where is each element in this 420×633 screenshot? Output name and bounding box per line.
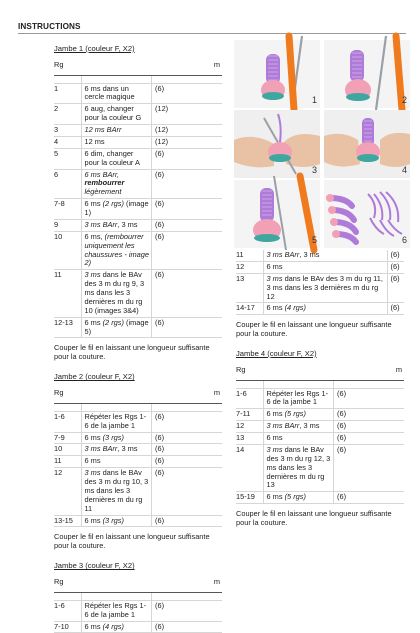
note-jambe-1: Couper le fil en laissant une longueur suffisante pour la couture. <box>54 343 210 362</box>
m-header: m <box>81 60 222 75</box>
table-row: 14 3 ms dans le BAv des 3 m du rg 12, 3 ms dans les 3 dernières m du rg 13 (6) <box>236 444 404 491</box>
table-row: 1-6 Répéter les Rgs 1-6 de la jambe 1 (6) <box>54 411 222 432</box>
section-title-jambe-4: Jambe 4 (couleur F, X2) <box>236 349 317 358</box>
rg-header: Rg <box>54 60 81 75</box>
table-row: 5 6 dim, changer pour la couleur A (6) <box>54 148 222 169</box>
table-jambe-3 <box>54 577 222 633</box>
table-row: 10 3 ms BArr, 3 ms (6) <box>54 444 222 456</box>
section-title-jambe-1: Jambe 1 (couleur F, X2) <box>54 44 135 53</box>
table-row: 1 6 ms dans un cercle magique (6) <box>54 83 222 104</box>
photo-number: 5 <box>311 235 317 246</box>
note-jambe-2: Couper le fil en laissant une longueur suffisante pour la couture. <box>54 532 210 551</box>
table-row: 6 6 ms BArr, rembourrer légèrement (6) <box>54 169 222 199</box>
table-jambe-3-continued <box>236 250 404 315</box>
table-row: 15-19 6 ms (5 rgs) (6) <box>236 492 404 504</box>
m-header: m <box>81 388 222 403</box>
table-row: 11 3 ms BArr, 3 ms (6) <box>236 250 404 261</box>
instruction-photo <box>324 110 410 178</box>
section-title-jambe-2: Jambe 2 (couleur F, X2) <box>54 372 135 382</box>
table-row: 9 3 ms BArr, 3 ms (6) <box>54 219 222 231</box>
table-row: 7-10 6 ms (4 rgs) (6) <box>54 621 222 633</box>
table-row: 12 3 ms BArr, 3 ms (6) <box>236 421 404 433</box>
photo-number: 6 <box>401 235 407 246</box>
photo-number: 3 <box>311 165 317 176</box>
table-header <box>54 60 222 75</box>
table-jambe-4 <box>236 365 404 504</box>
rg-header: Rg <box>54 388 81 403</box>
m-header: m <box>263 365 404 380</box>
photo-number: 4 <box>401 165 407 176</box>
photo-number: 1 <box>311 95 317 106</box>
section-title-jambe-3: Jambe 3 (couleur F, X2) <box>54 561 135 571</box>
note-jambe-3: Couper le fil en laissant une longueur suffisante pour la couture. <box>236 320 392 339</box>
table-row: 7-9 6 ms (3 rgs) (6) <box>54 432 222 444</box>
table-header <box>54 577 222 592</box>
table-row: 13 3 ms dans le BAv des 3 m du rg 11, 3 ms dans les 3 dernières m du rg 12 (6) <box>236 273 404 303</box>
instruction-photo <box>234 180 320 248</box>
table-row: 3 12 ms BArr (12) <box>54 125 222 137</box>
rg-header: Rg <box>54 577 81 592</box>
table-row: 14-17 6 ms (4 rgs) (6) <box>236 303 404 315</box>
table-row: 12 6 ms (6) <box>236 261 404 273</box>
table-row: 4 12 ms (12) <box>54 136 222 148</box>
instruction-photo <box>324 180 410 248</box>
table-row: 1-6 Répéter les Rgs 1-6 de la jambe 1 (6) <box>236 388 404 409</box>
table-row: 7-8 6 ms (2 rgs) (image 1) (6) <box>54 199 222 220</box>
table-header <box>54 388 222 403</box>
table-jambe-1 <box>54 60 222 338</box>
table-row: 11 3 ms dans le BAv des 3 m du rg 9, 3 ms dans les 3 dernières m du rg 10 (images 3&4) (6) <box>54 270 222 317</box>
table-row: 11 6 ms (6) <box>54 456 222 468</box>
instruction-photo <box>234 40 320 108</box>
m-header: m <box>81 577 222 592</box>
instruction-photo <box>324 40 410 108</box>
table-header <box>236 365 404 380</box>
table-row: 12-13 6 ms (2 rgs) (image 5) (6) <box>54 317 222 338</box>
instruction-photo <box>234 110 320 178</box>
table-row: 13-15 6 ms (3 rgs) (6) <box>54 515 222 527</box>
instruction-photo-grid <box>234 40 410 248</box>
table-row: 12 3 ms dans le BAv des 3 m du rg 10, 3 ms dans les 3 dernières m du rg 11 (6) <box>54 468 222 515</box>
note-jambe-4: Couper le fil en laissant une longueur suffisante pour la couture. <box>236 509 392 528</box>
left-column <box>54 44 222 633</box>
page-title: INSTRUCTIONS <box>18 22 81 31</box>
table-row: 2 6 aug, changer pour la couleur G (12) <box>54 104 222 125</box>
table-row: 1-6 Répéter les Rgs 1-6 de la jambe 1 (6) <box>54 600 222 621</box>
table-row: 10 6 ms, (rembourrer uniquement les chaussures - image 2) (6) <box>54 231 222 270</box>
header-divider <box>18 33 406 34</box>
rg-header: Rg <box>236 365 263 380</box>
table-row: 13 6 ms (6) <box>236 433 404 445</box>
photo-number: 2 <box>401 95 407 106</box>
right-column <box>236 250 404 538</box>
table-row: 7-11 6 ms (5 rgs) (6) <box>236 409 404 421</box>
table-jambe-2 <box>54 388 222 527</box>
